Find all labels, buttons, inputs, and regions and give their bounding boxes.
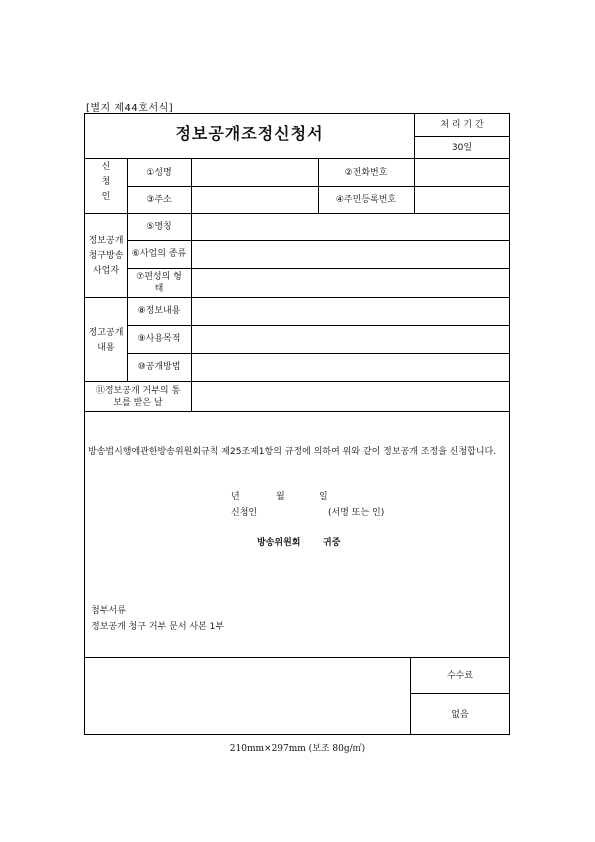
info-content-field[interactable] <box>191 306 510 317</box>
attachments-item: 정보공개 청구 거부 문서 사본 1부 <box>91 622 225 632</box>
applicant-resident-no-label: ④주민등록번호 <box>335 195 397 205</box>
refusal-notice-date-label: ⑪정보공개 거부의 통 보를 받은 날 <box>95 386 181 408</box>
date-month: 월 <box>276 492 285 502</box>
broadcaster-section-label: 정보공개 청구방송 사업자 <box>88 236 124 276</box>
disclosure-method-label: ⑩공개방법 <box>137 362 181 372</box>
applicant-signer-label: 신청인 <box>231 508 258 518</box>
processing-period-label: 처 리 기 간 <box>440 120 484 130</box>
signature-note: (서명 또는 인) <box>328 508 385 518</box>
broadcaster-name-field[interactable] <box>191 222 510 233</box>
fee-label: 수수료 <box>446 671 474 681</box>
applicant-name-label: ①성명 <box>146 168 172 178</box>
applicant-address-field[interactable] <box>191 195 318 206</box>
form-title: 정보공개조정신청서 <box>175 124 324 143</box>
disclosure-method-field[interactable] <box>191 362 510 373</box>
applicant-phone-label: ②전화번호 <box>344 168 388 178</box>
processing-period-value: 30일 <box>451 143 473 153</box>
applicant-resident-no-field[interactable] <box>414 195 510 206</box>
applicant-section-label: 신 청 인 <box>101 162 111 202</box>
application-statement: 방송법시행에관한방송위원회규칙 제25조제1항의 규정에 의하여 위와 같이 정보공개 조정을 신청합니다. <box>88 447 497 457</box>
application-form <box>84 113 510 735</box>
broadcaster-name-label: ⑤명칭 <box>146 222 172 232</box>
recipient-org: 방송위원회 <box>257 538 301 548</box>
disclosure-section-label: 정고공개 내용 <box>88 328 124 353</box>
date-day: 일 <box>319 492 328 502</box>
paper-spec: 210mm×297mm (보조 80g/㎡) <box>229 744 366 754</box>
recipient-suffix: 귀중 <box>323 538 341 548</box>
purpose-label: ⑨사용목적 <box>137 334 181 344</box>
programming-format-label: ⑦편성의 형 태 <box>136 272 182 294</box>
applicant-phone-field[interactable] <box>414 168 510 179</box>
business-type-label: ⑥사업의 종류 <box>131 249 187 259</box>
applicant-name-field[interactable] <box>191 168 318 179</box>
form-number-label: [별지 제44호서식] <box>86 103 174 114</box>
info-content-label: ⑧정보내용 <box>137 306 181 316</box>
applicant-address-label: ③주소 <box>146 195 172 205</box>
refusal-notice-date-field[interactable] <box>191 390 510 401</box>
date-year: 년 <box>231 492 240 502</box>
fee-value: 없음 <box>451 710 469 720</box>
purpose-field[interactable] <box>191 334 510 345</box>
business-type-field[interactable] <box>191 249 510 260</box>
attachments-label: 첨부서류 <box>91 606 126 616</box>
programming-format-field[interactable] <box>191 277 510 288</box>
